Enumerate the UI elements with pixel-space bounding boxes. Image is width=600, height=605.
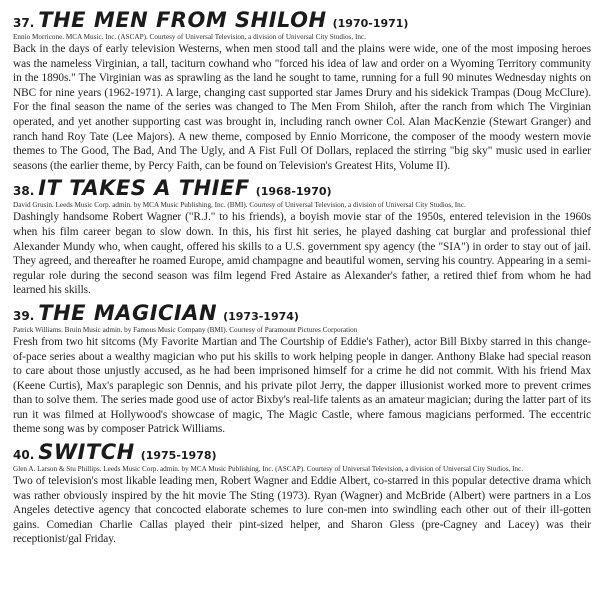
entry-number: 39.	[13, 308, 35, 323]
entry-number: 40.	[13, 448, 35, 463]
entry-years: (1970-1971)	[332, 17, 409, 30]
liner-notes-page	[13, 8, 591, 547]
entry-body: Back in the days of early television Westerns, when men stood tall and the plains were wide, one of the most imposing heroes was the nameless Virginian, a tall, taciturn cowhand who "forced his idea of law and order on a Wyoming Territory community in the 1890s." The Virginian was as sprawling as the land he sought to tame, running for a full 90 minutes Wednesday nights on NBC for nine years (1962-1971). A large, changing cast supported star James Drury and his sidekick Trampas (Doug McClure). For the final season the name of the series was changed to The Men From Shiloh, after the ranch from which The Virginian operated, and yet another supporting cast was brought in, including ranch owner Col. Alan MacKenzie (Stewart Granger) and ranch hand Roy Tate (Lee Majors). A new theme, composed by Ennio Morricone, the composer of the moody western movie themes to The Good, The Bad, And The Ugly, and A Fist Full Of Dollars, replaced the stirring "big sky" music used in earlier seasons (the earlier theme, by Percy Faith, can be found on Television's Greatest Hits, Volume II).	[13, 43, 591, 172]
entry-number: 38.	[13, 184, 35, 199]
entry-credit: David Grusin. Leeds Music Corp. admin. by MCA Music Publishing, Inc. (BMI). Courtesy of Universal Television, a division of Universal City Studios, Inc.	[13, 201, 466, 210]
entry-years: (1975-1978)	[140, 449, 217, 463]
entry-body: Fresh from two hit sitcoms (My Favorite Martian and The Courtship of Eddie's Father), actor Bill Bixby starred in this change-of-pace series about a wealthy magician who put his skills to work helping people in danger. Anthony Blake had special reason to care about those unjustly accused, as he had been imprisoned himself for a crime he did not commit. With his friend Max (Keene Curtis), Max's paraplegic son Dennis, and his private pilot Jerry, the dapper illusionist worked more to prevent crimes than to solve them. The series made good use of actor Bixby's real-life talents as an amateur magician; during the latter part of its run it was filmed at Hollywood's showcase of magic, The Magic Castle, where famous magicians performed. The eccentric theme song was by composer Patrick Williams.	[13, 335, 591, 436]
entry-title: THE MEN FROM SHILOH	[38, 8, 327, 32]
entry-heading	[13, 301, 591, 325]
entry-credit: Ennio Morricone. MCA Music. Inc. (ASCAP). Courtesy of Universal Television, a division of Universal City Studios, Inc.	[13, 33, 366, 41]
entry-the-magician	[13, 301, 591, 437]
entry-years: (1968-1970)	[255, 185, 332, 199]
entry-it-takes-a-thief	[13, 176, 591, 298]
entry-title: IT TAKES A THIEF	[38, 176, 250, 201]
entry-credit: Glen A. Larson & Stu Phillips. Leeds Music Corp. admin. by MCA Music Publishing, Inc. (ASCAP). Courtesy of Universal Television, a division of Universal City Studios, Inc.	[13, 465, 524, 474]
entry-men-from-shiloh	[13, 8, 591, 173]
entry-years: (1973-1974)	[223, 309, 299, 323]
entry-body: Dashingly handsome Robert Wagner ("R.J." to his friends), a boyish movie star of the 1950s, entered television in the 1960s when his film career began to slow down. In this, his first hit series, he played dashing cat burglar and professional thief Alexander Mundy who, when caught, offered his skills to a U.S. government spy agency (the "SIA") in order to stay out of jail. They agreed, and thereafter he roamed Europe, amid champagne and beautiful women, serving his country. Appearing in a semi-regular role during the second season was film legend Fred Astaire as Alexander's father, a retired thief from whom he had learned his skills.	[13, 211, 591, 297]
entry-heading	[13, 8, 591, 32]
entry-number: 37.	[13, 16, 35, 30]
entry-heading	[13, 440, 591, 464]
entry-body: Two of television's most likable leading men, Robert Wagner and Eddie Albert, co-starred in this popular detective drama which was rather obviously inspired by the hit movie The Sting (1973). Ryan (Wagner) and McBride (Albert) were partners in a Los Angeles detective agency that concocted elaborate schemes to lure con-men into swindling each other out of their ill-gotten gains. Comedian Charlie Callas played their pint-sized helper, and Sharon Gless (pre-Cagney and Lacey) was their receptionist/gal Friday.	[13, 475, 591, 546]
entry-heading	[13, 176, 591, 200]
entry-title: SWITCH	[38, 440, 135, 465]
entry-switch	[13, 440, 591, 547]
entry-title: THE MAGICIAN	[38, 300, 218, 325]
entry-credit: Patrick Williams. Bruin Music admin. by Famous Music Company (BMI). Courtesy of Paramount Pictures Corporation	[13, 325, 358, 334]
